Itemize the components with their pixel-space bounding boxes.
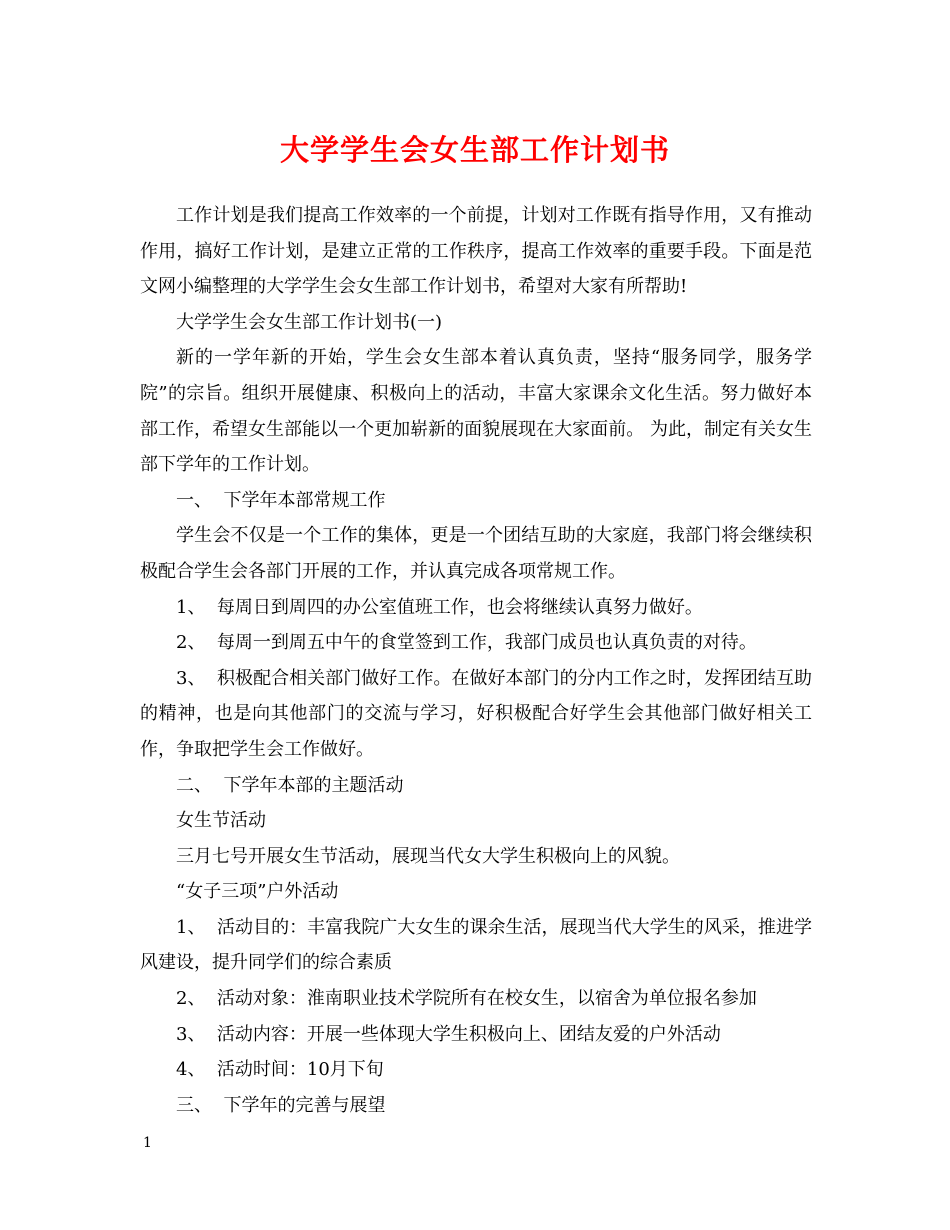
document-body	[140, 198, 812, 1123]
list-item: 4、 活动时间：10月下旬	[176, 1059, 384, 1081]
list-item: 2、 活动对象：淮南职业技术学院所有在校女生，以宿舍为单位报名参加	[176, 988, 757, 1010]
paragraph-activity: 三月七号开展女生节活动，展现当代女大学生积极向上的风貌。	[176, 845, 680, 867]
document-title: 大学学生会女生部工作计划书	[279, 133, 670, 167]
page-number: 1	[143, 1135, 152, 1151]
paragraph-subtitle: 大学学生会女生部工作计划书(一)	[176, 311, 443, 333]
section-heading-2: 二、 下学年本部的主题活动	[176, 774, 404, 796]
activity-heading: “女子三项”户外活动	[176, 881, 339, 903]
section-heading-3: 三、 下学年的完善与展望	[176, 1094, 386, 1116]
activity-heading: 女生节活动	[176, 810, 266, 832]
list-item: 1、 每周日到周四的办公室值班工作，也会将继续认真努力做好。	[176, 596, 703, 618]
paragraph-intro: 工作计划是我们提高工作效率的一个前提，计划对工作既有指导作用，又有推动作用，搞好工作计划，是建立正常的工作秩序，提高工作效率的重要手段。下面是范文网小编整理的大学学生会女生部工作计划书，希望对大家有所帮助!	[140, 205, 812, 298]
list-item: 3、 积极配合相关部门做好工作。在做好本部门的分内工作之时，发挥团结互助的精神，也是向其他部门的交流与学习，好积极配合好学生会其他部门做好相关工作，争取把学生会工作做好。	[140, 667, 812, 760]
paragraph-opening: 新的一学年新的开始，学生会女生部本着认真负责，坚持“服务同学，服务学院”的宗旨。组织开展健康、积极向上的活动，丰富大家课余文化生活。努力做好本部工作，希望女生部能以一个更加崭新的面貌展现在大家面前。 为此，制定有关女生部下学年的工作计划。	[140, 347, 812, 476]
paragraph-routine: 学生会不仅是一个工作的集体，更是一个团结互助的大家庭，我部门将会继续积极配合学生会各部门开展的工作，并认真完成各项常规工作。	[140, 525, 812, 582]
section-heading-1: 一、 下学年本部常规工作	[176, 489, 386, 511]
list-item: 1、 活动目的：丰富我院广大女生的课余生活，展现当代大学生的风采，推进学风建设，提升同学们的综合素质	[140, 916, 812, 974]
list-item: 2、 每周一到周五中午的食堂签到工作，我部门成员也认真负责的对待。	[176, 632, 757, 654]
list-item: 3、 活动内容：开展一些体现大学生积极向上、团结友爱的户外活动	[176, 1023, 721, 1045]
